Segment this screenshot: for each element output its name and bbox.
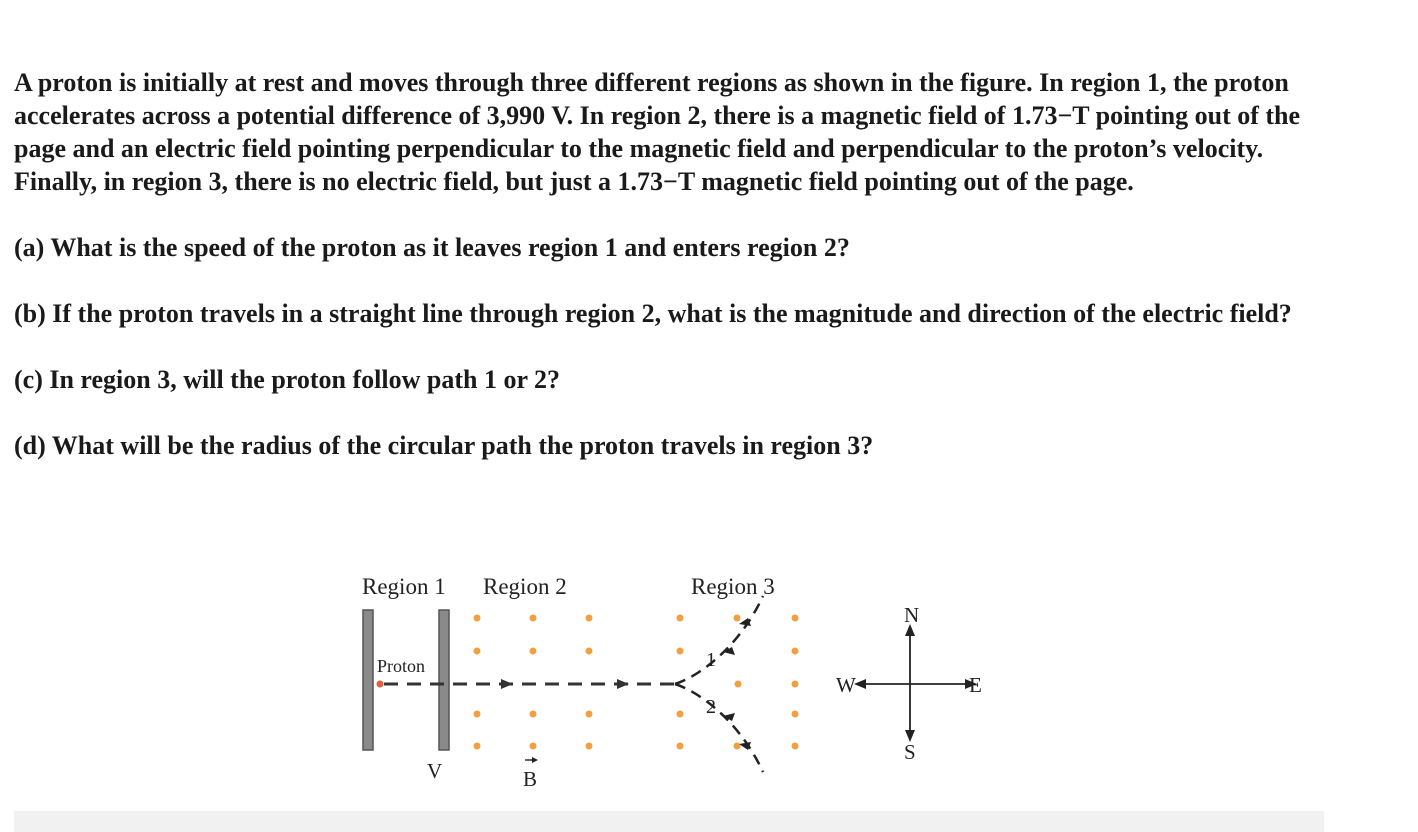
- path-1-curve: [675, 596, 763, 684]
- proton-regions-figure: [355, 566, 1015, 796]
- path-1-label: 1: [706, 649, 716, 671]
- region-1-label: Region 1: [362, 574, 446, 599]
- question-d: (d) What will be the radius of the circular path the proton travels in region 3?: [14, 431, 874, 460]
- problem-text: [14, 66, 1334, 462]
- path-2-label: 2: [706, 696, 716, 718]
- field-vector-arrow: [525, 757, 538, 763]
- problem-intro: A proton is initially at rest and moves through three different regions as shown in the figure. In region 1, the proton accelerates across a potential difference of 3,990 V. In region 2, there is a magnetic field of 1.73−T pointing out of the page and an electric field pointing perpendicular to the magnetic field and perpendicular to the proton’s velocity. Finally, in region 3, there is no electric field, but just a 1.73−T magnetic field pointing out of the page.: [14, 68, 1301, 196]
- proton-label: Proton: [377, 656, 426, 676]
- answer-area-bar: [14, 811, 1324, 832]
- voltage-label: V: [427, 759, 443, 783]
- compass-west: W: [836, 673, 856, 697]
- path-arrow-1: [501, 679, 513, 689]
- question-c: (c) In region 3, will the proton follow path 1 or 2?: [14, 365, 561, 394]
- region-2-field-dots: [474, 615, 593, 750]
- path-2-curve: [675, 684, 763, 772]
- proton-dot: [377, 681, 384, 688]
- question-a: (a) What is the speed of the proton as it leaves region 1 and enters region 2?: [14, 233, 850, 262]
- compass-north: N: [904, 603, 920, 627]
- region-2-label: Region 2: [483, 574, 567, 599]
- compass-east: E: [969, 673, 982, 697]
- left-plate: [363, 610, 373, 750]
- field-label: B: [523, 767, 538, 791]
- figure-svg: [355, 566, 1015, 796]
- compass-south: S: [904, 740, 916, 764]
- right-plate: [439, 610, 449, 750]
- path-arrow-2: [617, 679, 629, 689]
- question-b: (b) If the proton travels in a straight line through region 2, what is the magnitude and direction of the electric field?: [14, 299, 1292, 328]
- region-3-label: Region 3: [691, 574, 775, 599]
- compass-rose: [836, 603, 982, 764]
